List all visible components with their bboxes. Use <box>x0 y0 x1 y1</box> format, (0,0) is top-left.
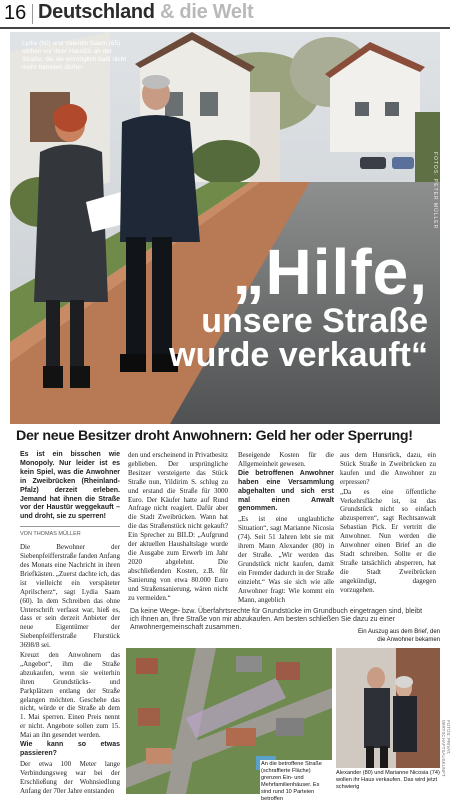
headline <box>169 236 428 374</box>
article-paragraph: Beseigende Kosten für die Allgemeinheit gewesen. <box>238 451 334 468</box>
photo-credit-small: FOTOS: PRIVAT, WIRTSCHAFTSAUSKUNFT <box>441 720 451 777</box>
photo-caption: Lydia (60) und Valentin Saam (65) stehen vor ihrer Haustür an der Straße, die sie womöglich bald nicht mehr betreten dürfen <box>22 40 127 71</box>
section-title-primary: Deutschland <box>38 1 155 23</box>
header-rule <box>0 27 450 29</box>
photo-credit: FOTOS: PETER MÜLLER <box>432 152 438 230</box>
letter-excerpt: Da keine Wege- bzw. Überfahrtsrechte für Grundstücke im Grundbuch eingetragen sind, bleibt ich Ihnen an, Ihre Straße von mir abzukaufen. Am besten schließen Sie dazu zu einer Anwohnergemeinschaft zusammen. <box>130 608 430 633</box>
article-lead: Es ist ein bisschen wie Monopoly. Nur leider ist es kein Spiel, was die Anwohner in Zweibrücken (Rheinland-Pfalz) derzeit erleben. Jemand hat ihnen die Straße vor der Haustür weggekauft – und droht, sie zu sperren! <box>20 451 120 521</box>
article-subheading: Die betroffenen Anwohner haben eine Versammlung abgehalten und sich erst mal einen Anwalt genommen. <box>238 469 334 513</box>
article-paragraph: „Da es eine öffentliche Verkehrsfläche ist, ist das Grundstück nicht so einfach abzusperren“, sagt Rechtsanwalt Sebastian Pick. Er vertritt die Anwohner. Nun werden die Anwohner einen Brief an die Stadt schreiben. Sollte er die Straße tatsächlich absperren, hat die Stadt Zweibrücken angekündigt, dagegen vorzugehen. <box>340 487 436 594</box>
article-paragraph: aus dem Hunsrück, dazu, ein Stück Straße in Zweibrücken zu kaufen und die Anwohner zu erpressen? <box>340 451 436 486</box>
article-paragraph: Der etwa 100 Meter lange Verbindungsweg war bei der Erschließung der Wohnsiedlung Anfang der 70er Jahre entstanden <box>20 759 120 795</box>
subheadline: Der neue Besitzer droht Anwohnern: Geld her oder Sperrung! <box>16 428 413 444</box>
page-number: 16 <box>4 2 27 24</box>
article-paragraph: Die Bewohner der Siebenpfeifferstraße fanden Anfang des Monats eine Nachricht in ihren Briefkästen. „Zuerst dachte ich, das ist vielleicht ein verspäteter Aprilscherz“, sagt Lydia Saam (60). In dem Schreiben das ohne Unterschrift verfasst war, hieß es, dass er sein derzeit Anbieter der neue Eigentümer der Siebenpfeifferstraße Flurstück 3698/8 sei. <box>20 543 120 650</box>
article-paragraph: den und erscheinend in Privatbesitz geblieben. Der ursprüngliche Besitzer versteigerte das Stück Straße nun, Yildirim S. schlug zu und erstand die Straße für 3000 Euro. Der Käufer hatte auf Rund Anfrage nicht reagiert. Dafür aber die Stadt Zweibrücken. Wann hat die das Straßenstück nicht gekauft? Ein Sprecher zu BILD: „Aufgrund der aktuellen Haushaltslage wurde die Ausgabe zum Erwerb im Jahr 2020 abgelehnt. Die abschließenden Kosten, z.B. für Sanierung von etwa 80.000 Euro und Straßensanierung, wären nicht zu vermeiden.“ <box>128 451 228 602</box>
article-column-4 <box>340 451 436 606</box>
aerial-caption: An die betroffene Straße (schraffierte Fläche) grenzen Ein- und Mehrfamilienhäuser. Es sind rund 10 Parteien betroffen <box>260 760 332 804</box>
article-subheading: Wie kann so etwas passieren? <box>20 741 120 757</box>
headline-line-3: wurde verkauft“ <box>169 336 428 374</box>
portrait-photo <box>336 648 440 768</box>
article-column-3 <box>238 451 334 606</box>
article-paragraph: „Es ist eine unglaubliche Situation“, sagt Marianne Nicosia (74). Seit 51 Jahren lebt sie mit ihrem Mann Alexander (80) in der Straße. „Wir werden das Grundstück nicht kaufen, damit ein Fremder dadurch in der Straße einzieht.“ Was sie sich wie alle Anwohner fragt: Wie kommt ein Mann, angeblich <box>238 515 334 604</box>
section-title-secondary: & die Welt <box>160 1 254 23</box>
byline: VON THOMAS MÜLLER <box>20 526 120 539</box>
page-header <box>0 0 450 26</box>
article-column-1 <box>20 451 120 795</box>
headline-line-1: „Hilfe, <box>232 236 428 308</box>
section-title <box>38 1 253 24</box>
header-divider <box>32 4 33 24</box>
article-paragraph: Kreuzt den Anwohnern das „Angebot“, ihm die Straße abzukaufen, wenn sie weiterhin ihren Grundstücks- und Parkplätzen entlang der Straße gelangen möchten. Geschehe das nicht, würde er die Straße ab dem 1. Mai sperren. Einen Preis nennt er nicht. Angebote sollen zum 15. Mai an ihn gesendet werden. <box>20 651 120 740</box>
letter-caption: Ein Auszug aus dem Brief, den die Anwohner bekamen <box>350 628 442 645</box>
portrait-photo-scene <box>336 648 440 768</box>
portrait-caption: Alexander (80) und Marianne Nicosia (74) wollen ihr Haus verkaufen. Das wird jetzt schwierig <box>336 770 440 790</box>
headline-line-2: unsere Straße <box>201 302 428 340</box>
lead-photo <box>10 32 440 424</box>
article-column-2 <box>128 451 228 606</box>
